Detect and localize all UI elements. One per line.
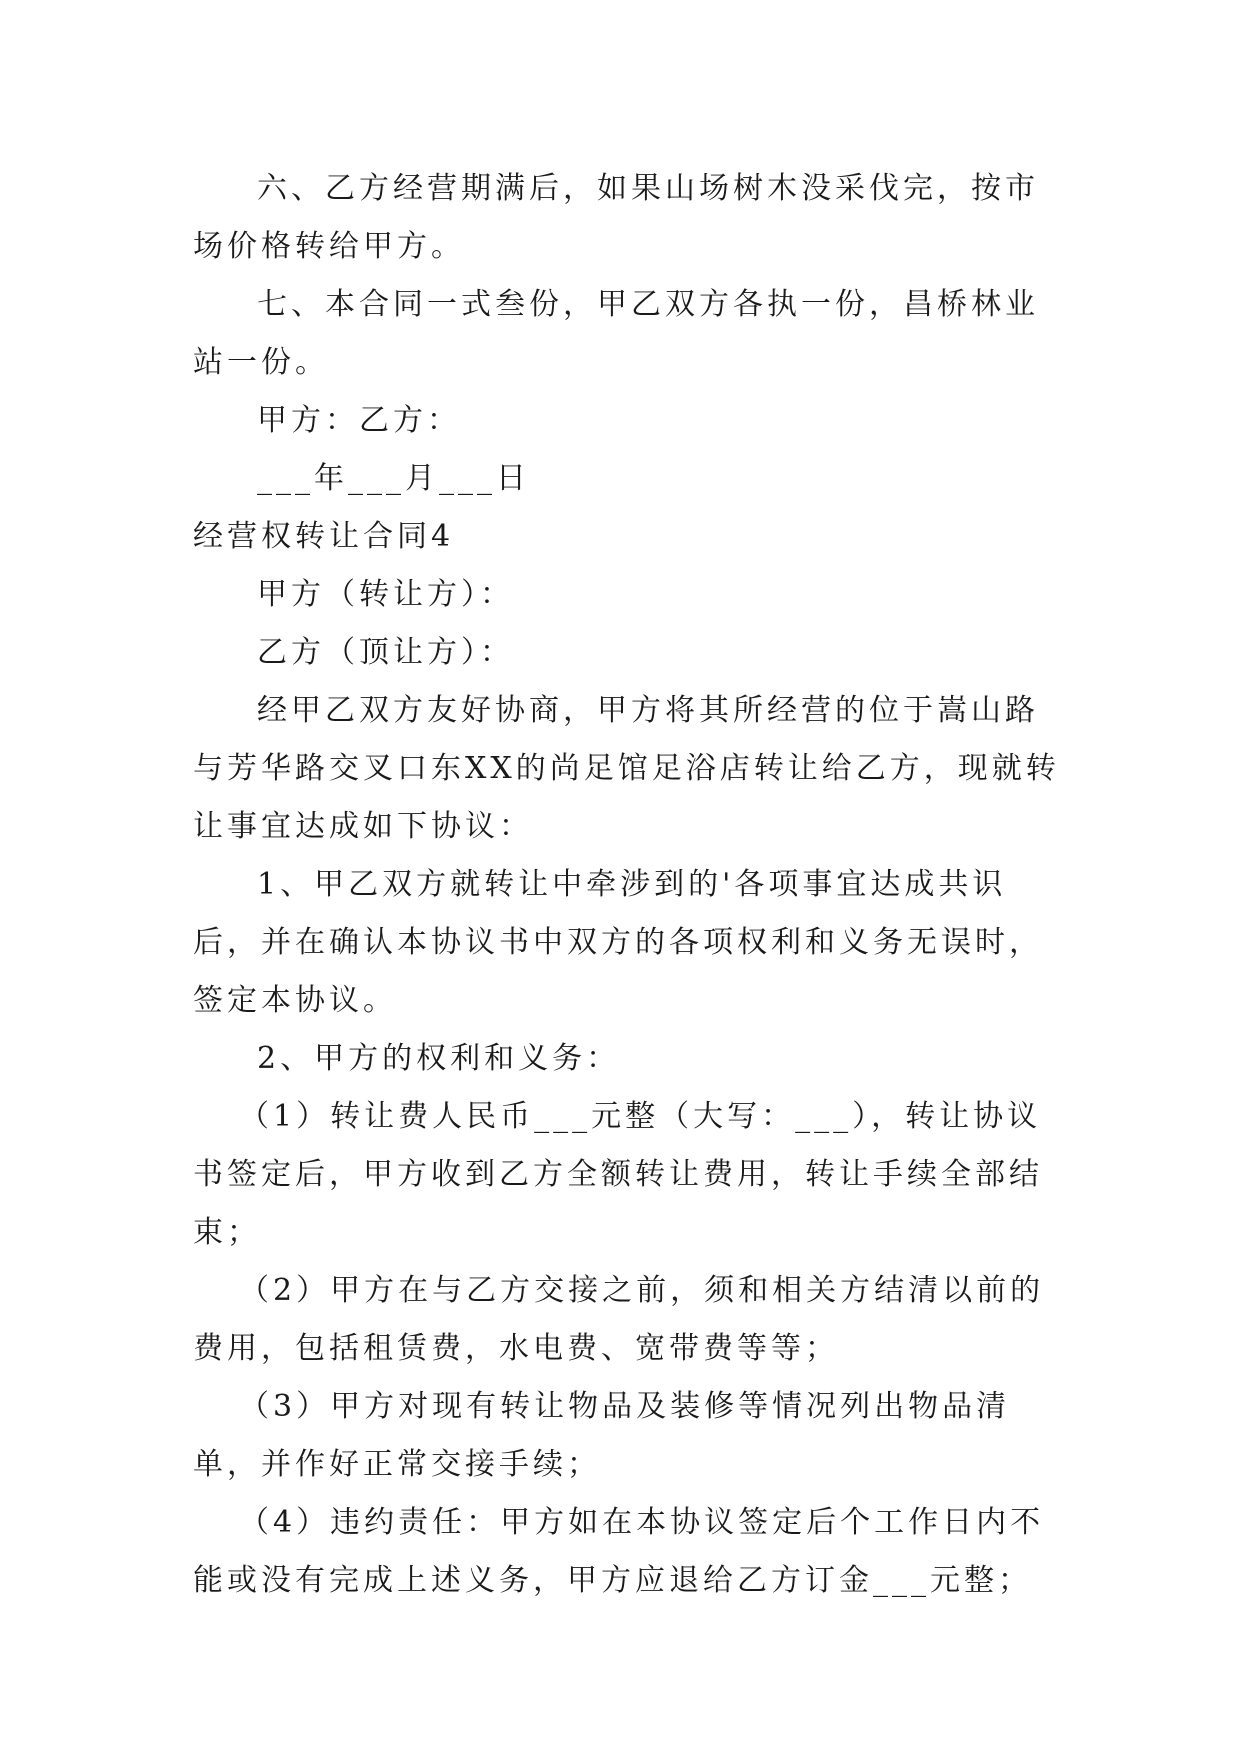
preamble: 经甲乙双方友好协商，甲方将其所经营的位于嵩山路与芳华路交叉口东XX的尚足馆足浴店转让给乙方，现就转让事宜达成如下协议： — [193, 693, 1060, 844]
party-a: 甲方（转让方）： — [257, 577, 514, 612]
article-2-item-4: （4）违约责任：甲方如在本协议签定后个工作日内不能或没有完成上述义务，甲方应退给乙方订金___元整； — [193, 1505, 1045, 1598]
article-1: 1、甲乙双方就转让中牵涉到的'各项事宜达成共识后，并在确认本协议书中双方的各项权利和义务无误时，签定本协议。 — [193, 867, 1043, 1018]
clause-seven: 七、本合同一式叁份，甲乙双方各执一份，昌桥林业站一份。 — [193, 287, 1039, 380]
article-2-heading: 2、甲方的权利和义务： — [257, 1041, 621, 1076]
party-b: 乙方（顶让方）： — [257, 635, 514, 670]
clause-six: 六、乙方经营期满后，如果山场树木没采伐完，按市场价格转给甲方。 — [193, 171, 1039, 264]
document-page — [193, 160, 1063, 1610]
contract-title: 经营权转让合同4 — [193, 519, 455, 554]
signature-date: ___年___月___日 — [257, 461, 530, 496]
article-2-item-1: （1）转让费人民币___元整（大写：___），转让协议书签定后，甲方收到乙方全额转让费用，转让手续全部结束； — [193, 1099, 1043, 1250]
article-2-item-2: （2）甲方在与乙方交接之前，须和相关方结清以前的费用，包括租赁费，水电费、宽带费等等； — [193, 1273, 1045, 1366]
article-2-item-3: （3）甲方对现有转让物品及装修等情况列出物品清单，并作好正常交接手续； — [193, 1389, 1011, 1482]
signature-parties: 甲方：乙方： — [257, 403, 461, 438]
